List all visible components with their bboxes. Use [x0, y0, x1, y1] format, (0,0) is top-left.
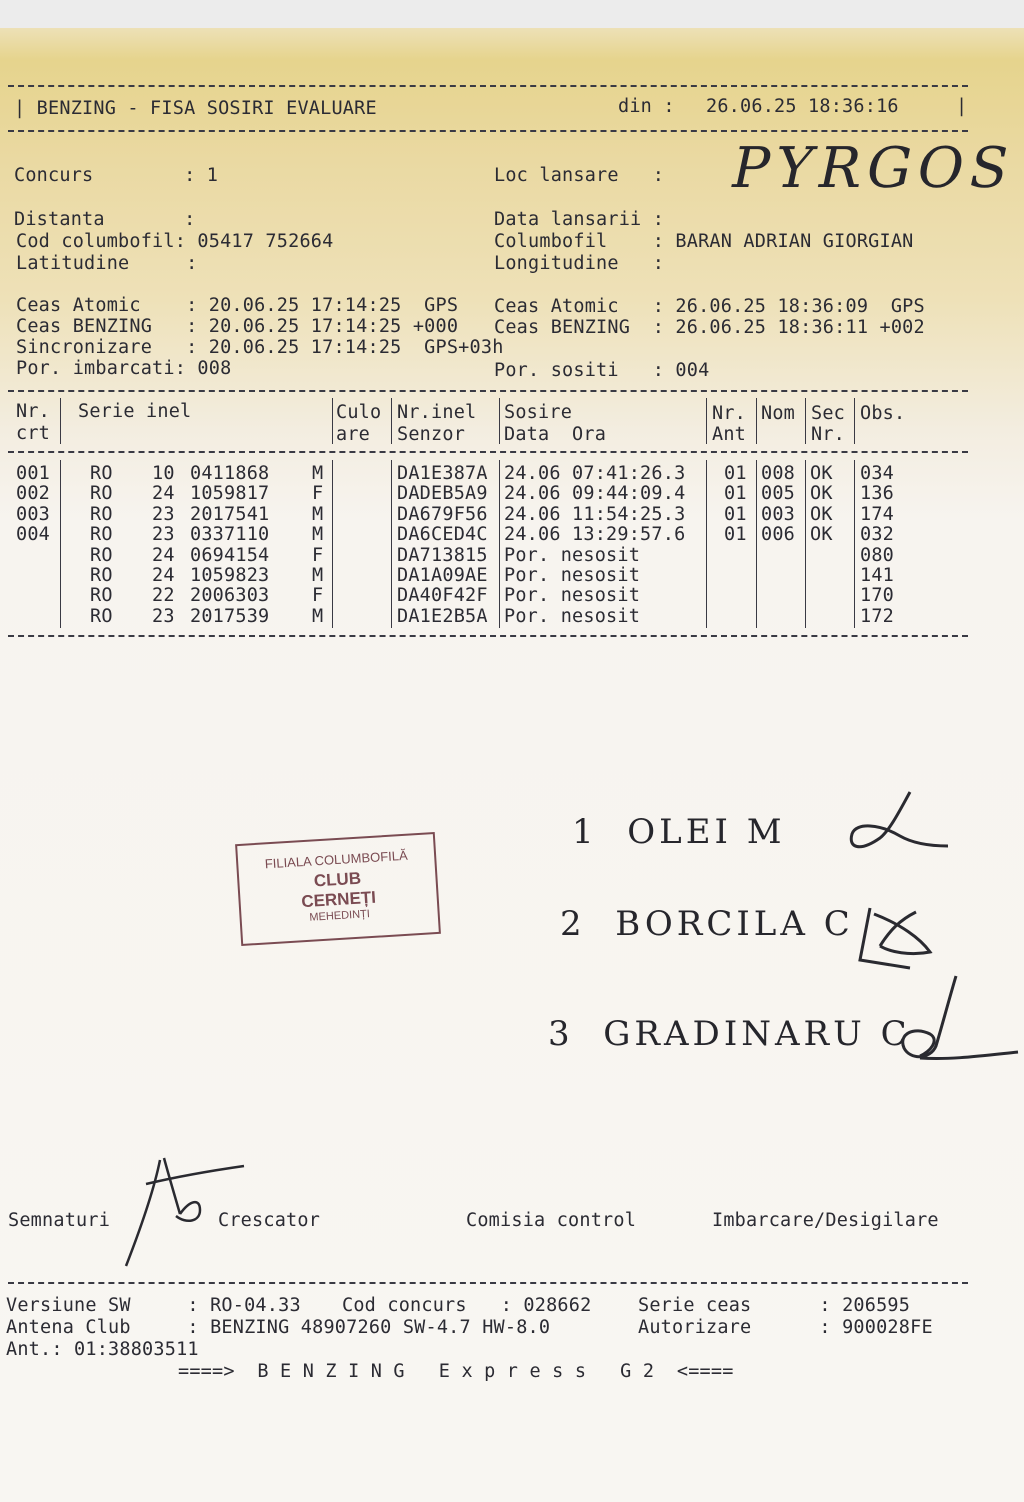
- distanta-field: Distanta :: [14, 209, 196, 230]
- cell-inel: 0411868: [190, 463, 270, 484]
- cell-an: 24: [152, 483, 175, 505]
- signature-mark-2: [850, 900, 940, 980]
- serie-ceas: Serie ceas : 206595: [638, 1295, 911, 1316]
- cell-tara: RO: [90, 463, 113, 484]
- cell-crt: 003: [16, 503, 51, 525]
- header-senzor: Senzor: [397, 424, 466, 445]
- cell-obs: 174: [860, 503, 895, 525]
- scan-background: [0, 0, 1024, 28]
- stamp-line-3: CERNEȚI: [300, 887, 377, 912]
- cell-an: 24: [152, 565, 175, 586]
- header-sec-nr: Nr.: [811, 424, 846, 445]
- cell-nom: 006: [761, 524, 796, 546]
- cell-sosire: 24.06 13:29:57.6: [504, 524, 686, 546]
- ceas-benzing-end: Ceas BENZING : 26.06.25 18:36:11 +002: [494, 317, 925, 338]
- report-date-label: din :: [618, 96, 675, 117]
- cell-sex: M: [312, 503, 324, 525]
- cell-senzor: DA1A09AE: [397, 565, 488, 586]
- cell-tara: RO: [90, 565, 113, 586]
- data-lansarii-field: Data lansarii :: [494, 209, 665, 230]
- signature-imbarcare: Imbarcare/Desigilare: [712, 1210, 939, 1231]
- handwritten-rank-2: 2 BORCILA C: [560, 904, 854, 944]
- header-sec: Sec: [811, 403, 846, 424]
- cell-inel: 1059817: [190, 483, 270, 505]
- cell-senzor: DADEB5A9: [397, 483, 488, 505]
- cell-sosire: Por. nesosit: [504, 585, 641, 607]
- header-sosire: Sosire: [504, 402, 573, 423]
- cell-an: 23: [152, 503, 175, 525]
- cell-obs: 172: [860, 605, 895, 627]
- cell-an: 23: [152, 605, 175, 627]
- cell-inel: 0694154: [190, 544, 270, 566]
- cell-obs: 170: [860, 585, 895, 607]
- cell-tara: RO: [90, 585, 113, 607]
- cell-inel: 1059823: [190, 565, 270, 586]
- cell-sosire: Por. nesosit: [504, 565, 641, 586]
- antena-club: Antena Club : BENZING 48907260 SW-4.7 HW-8.0: [6, 1317, 551, 1338]
- cell-senzor: DA1E2B5A: [397, 605, 488, 627]
- brand-line: ====> B E N Z I N G E x p r e s s G 2 <====: [178, 1361, 734, 1382]
- cod-columbofil-field: Cod columbofil: 05417 752664: [16, 231, 334, 252]
- latitudine-field: Latitudine :: [16, 253, 198, 274]
- cell-tara: RO: [90, 483, 113, 505]
- cell-inel: 2017541: [190, 503, 270, 525]
- cell-senzor: DA713815: [397, 544, 488, 566]
- cell-sosire: Por. nesosit: [504, 605, 641, 627]
- stamp-line-1: FILIALA COLUMBOFILĂ: [264, 847, 409, 872]
- header-culoare-2: are: [336, 424, 371, 445]
- cell-sex: M: [312, 605, 324, 627]
- column-divider: [499, 460, 500, 628]
- column-divider: [60, 398, 61, 444]
- separator-line: [8, 451, 968, 453]
- cod-concurs: Cod concurs : 028662: [342, 1295, 592, 1316]
- column-divider: [854, 460, 855, 628]
- por-sositi-field: Por. sositi : 004: [494, 360, 710, 381]
- loc-lansare-handwritten: PYRGOS: [725, 136, 1021, 201]
- cell-tara: RO: [90, 544, 113, 566]
- cell-senzor: DA40F42F: [397, 585, 488, 607]
- cell-crt: 001: [16, 463, 51, 484]
- column-divider: [499, 398, 500, 444]
- cell-obs: 141: [860, 565, 895, 586]
- column-divider: [332, 398, 333, 444]
- header-data-ora: Data Ora: [504, 424, 607, 445]
- cell-an: 10: [152, 463, 175, 484]
- cell-tara: RO: [90, 503, 113, 525]
- cell-inel: 0337110: [190, 524, 270, 546]
- columbofil-field: Columbofil : BARAN ADRIAN GIORGIAN: [494, 231, 914, 252]
- report-title: | BENZING - FISA SOSIRI EVALUARE: [14, 98, 377, 119]
- header-nr: Nr.: [16, 401, 51, 422]
- cell-inel: 2017539: [190, 605, 270, 627]
- cell-nom: 003: [761, 503, 796, 525]
- cell-ant: 01: [724, 463, 747, 484]
- header-crt: crt: [16, 423, 51, 444]
- cell-sec: OK: [810, 463, 833, 484]
- autorizare: Autorizare : 900028FE: [638, 1317, 933, 1338]
- handwritten-rank-1: 1 OLEI M: [572, 812, 786, 852]
- separator-line: [8, 85, 968, 87]
- ceas-atomic-end: Ceas Atomic : 26.06.25 18:36:09 GPS: [494, 296, 925, 317]
- cell-an: 23: [152, 524, 175, 546]
- column-divider: [332, 460, 333, 628]
- column-divider: [805, 460, 806, 628]
- stamp-line-4: MEHEDINȚI: [309, 908, 371, 924]
- separator-line: [8, 1282, 968, 1284]
- column-divider: [854, 398, 855, 444]
- signatures-label: Semnaturi: [8, 1210, 111, 1231]
- cell-an: 22: [152, 585, 175, 607]
- column-divider: [391, 398, 392, 444]
- cell-crt: 002: [16, 483, 51, 505]
- header-nr-ant: Nr.: [712, 403, 747, 424]
- loc-lansare-label: Loc lansare :: [494, 165, 665, 186]
- cell-sec: OK: [810, 524, 833, 546]
- cell-sex: F: [312, 544, 324, 566]
- cell-senzor: DA6CED4C: [397, 524, 488, 546]
- column-divider: [756, 460, 757, 628]
- cell-sosire: 24.06 11:54:25.3: [504, 503, 686, 525]
- header-nr-inel: Nr.inel: [397, 402, 477, 423]
- cell-obs: 080: [860, 544, 895, 566]
- separator-line: [8, 130, 968, 132]
- column-divider: [60, 460, 61, 628]
- sincronizare-field: Sincronizare : 20.06.25 17:14:25 GPS+03h: [16, 337, 504, 358]
- stamp-line-2: CLUB: [313, 868, 362, 891]
- cell-nom: 005: [761, 483, 796, 505]
- signature-mark-3: [890, 976, 1020, 1066]
- signature-comisia: Comisia control: [466, 1210, 637, 1231]
- cell-tara: RO: [90, 605, 113, 627]
- cell-sosire: Por. nesosit: [504, 544, 641, 566]
- signature-mark-1: [840, 790, 950, 860]
- header-nom: Nom: [761, 403, 796, 424]
- cell-obs: 136: [860, 483, 895, 505]
- cell-ant: 01: [724, 524, 747, 546]
- column-divider: [706, 460, 707, 628]
- cell-senzor: DA679F56: [397, 503, 488, 525]
- header-serie-inel: Serie inel: [78, 401, 192, 422]
- cell-sosire: 24.06 09:44:09.4: [504, 483, 686, 505]
- cell-sex: F: [312, 483, 324, 505]
- antenna-id: Ant.: 01:38803511: [6, 1339, 199, 1360]
- column-divider: [805, 398, 806, 444]
- separator-line: [8, 390, 968, 392]
- cell-sec: OK: [810, 503, 833, 525]
- report-date: 26.06.25 18:36:16: [706, 96, 899, 117]
- cell-ant: 01: [724, 503, 747, 525]
- cell-sex: F: [312, 585, 324, 607]
- por-imbarcati-field: Por. imbarcati: 008: [16, 358, 232, 379]
- cell-sex: M: [312, 524, 324, 546]
- cell-obs: 034: [860, 463, 895, 484]
- header-ant: Ant: [712, 424, 747, 445]
- column-divider: [391, 460, 392, 628]
- handwritten-rank-3: 3 GRADINARU C: [548, 1014, 911, 1054]
- cell-senzor: DA1E387A: [397, 463, 488, 484]
- cell-tara: RO: [90, 524, 113, 546]
- cell-nom: 008: [761, 463, 796, 484]
- column-divider: [756, 398, 757, 444]
- cell-sex: M: [312, 463, 324, 484]
- cell-sosire: 24.06 07:41:26.3: [504, 463, 686, 484]
- header-border: |: [956, 96, 968, 117]
- club-stamp: [235, 832, 441, 946]
- longitudine-field: Longitudine :: [494, 253, 665, 274]
- cell-obs: 032: [860, 524, 895, 546]
- ceas-benzing-start: Ceas BENZING : 20.06.25 17:14:25 +000: [16, 316, 459, 337]
- concurs-field: Concurs : 1: [14, 165, 219, 186]
- cell-crt: 004: [16, 524, 51, 546]
- header-culoare-1: Culo: [336, 402, 382, 423]
- cell-sec: OK: [810, 483, 833, 505]
- header-obs: Obs.: [860, 403, 906, 424]
- ceas-atomic-start: Ceas Atomic : 20.06.25 17:14:25 GPS: [16, 295, 459, 316]
- cell-sex: M: [312, 565, 324, 586]
- column-divider: [706, 398, 707, 444]
- signature-crescator: Crescator: [218, 1210, 321, 1231]
- separator-line: [8, 635, 968, 637]
- cell-an: 24: [152, 544, 175, 566]
- cell-ant: 01: [724, 483, 747, 505]
- versiune-sw: Versiune SW : RO-04.33: [6, 1295, 301, 1316]
- cell-inel: 2006303: [190, 585, 270, 607]
